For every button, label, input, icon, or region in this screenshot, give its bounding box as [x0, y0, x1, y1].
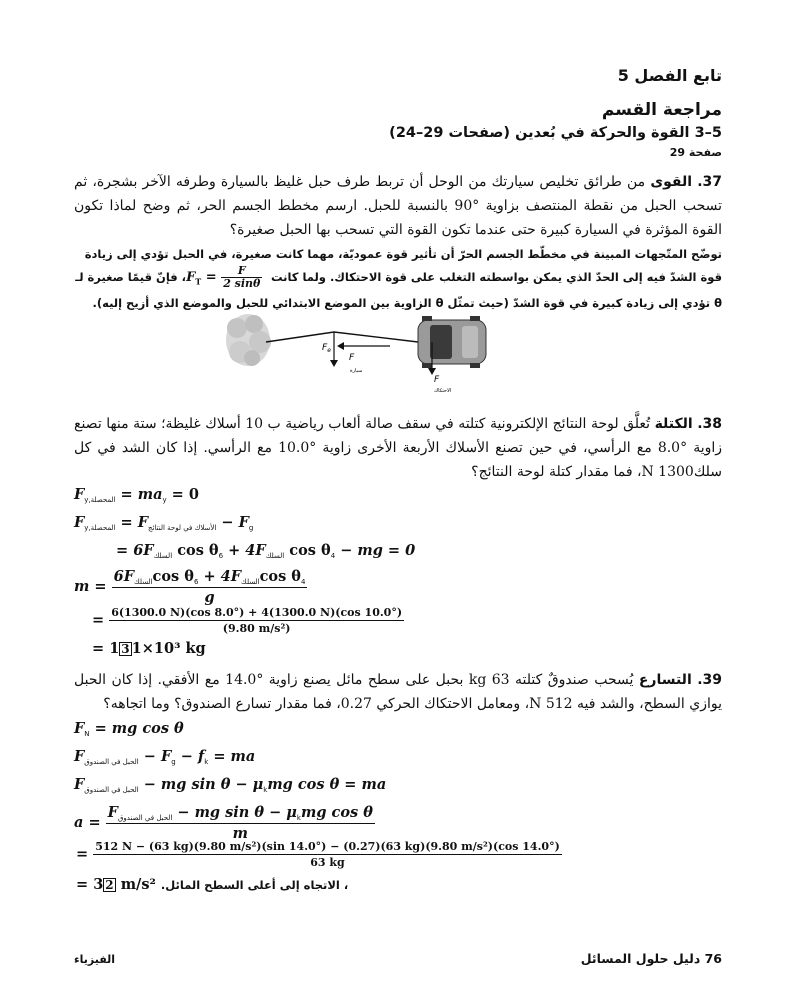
eq-39-3: $F_{الحبل في الصندوق}$ − mg $\sin \theta - \mu_kmg$ cos θ = ma [74, 776, 387, 794]
formula-lhs: F [186, 270, 196, 285]
chapter-heading: تابع الفصل 5 [617, 66, 722, 85]
free-body-diagram [222, 310, 498, 400]
problem-number: 38. [697, 416, 722, 432]
direction-note: ، الاتجاه إلى أعلى السطح المائل. [160, 878, 349, 892]
answer-text-b: ، فإنّ قيمًا صغيرة لـ θ تؤدي إلى زيادة كبيرة في قوة الشدّ (حيث تمثّل θ الزاوية بين الموضع الابتدائي للحبل والموضع الذي أزيح إليه). [75, 270, 722, 310]
problem-text: من طرائق تخليص سيارتك من الوحل أن تربط طرف حبل غليظ بالسيارة وطرفه الآخر بشجرة، ثم تسحب الحبل من نقطة المنتصف بزاوية °90 بالنسبة للحبل. ارسم مخطط الجسم الحر، ثم وضح لماذا تكون القوة المؤثرة في السيارة كبيرة حتى عندما تكون القوة التي تسحب بها الحبل صغيرة؟ [74, 174, 722, 238]
problem-39 [74, 668, 722, 716]
tree-icon [226, 314, 271, 366]
label-friction: الاحتكاك [434, 388, 452, 394]
footer-page-label: 76 دليل حلول المسائل [580, 951, 722, 966]
answer-37 [74, 244, 722, 314]
footer-subject: الفيزياء [74, 953, 116, 966]
eq-39-5: = 512 N − (63 kg)(9.80 m/s²)(sin 14.0°) − (0.27)(63 kg)(9.80 m/s²)(cos 14.0°) 63 kg [76, 840, 560, 869]
tension-formula: $F_T$ = $\frac{F}{2 \sin\theta}$ [186, 264, 261, 290]
eq-39-6: = 3 2 m/s² ، الاتجاه إلى أعلى السطح المائل. [76, 876, 349, 893]
problem-number: 37. [697, 174, 723, 190]
formula-numerator: F [221, 265, 262, 278]
boxed-digit: 3 [121, 642, 130, 656]
fraction-m: $6F_{السلك}\cos$ $\theta_6 + 4F_{السلك}\cos$ $\theta_4$ g [113, 568, 306, 606]
eq-38-5: = $\frac{6(1300.0 N)(\cos 8.0^\circ) + 4(1300.0 N)(\cos 10.0^\circ)}{\text{(9.80 m/s²)}}$ [92, 606, 403, 635]
eq-38-6: = 1 3 1×10³ kg [92, 640, 206, 657]
fraction-m-values: $\frac{6(1300.0 N)(\cos 8.0^\circ) + 4(1300.0 N)(\cos 10.0^\circ)}{\text{(9.80 m/s²)}}$ [111, 606, 403, 635]
label-car: سيارة [350, 368, 363, 374]
label-fe: $F_e$ [322, 343, 331, 354]
problem-38 [74, 412, 722, 484]
eq-39-1: $F_N$ = mg cos θ [74, 720, 184, 738]
eq-38-3: = $6F_{السلك}$ $\cos \theta_6 + 4F_{السلك}$ $\cos \theta_4$ − mg = 0 [116, 542, 416, 560]
rope [266, 332, 418, 342]
eq-38-1: $F_{y,المحصلة} = ma_y = 0$ [74, 486, 199, 504]
boxed-digit: 2 [105, 878, 114, 892]
label-f-friction: F [434, 375, 440, 385]
eq-38-2: $F_{y,المحصلة} = F_{الأسلاك في لوحة النتائج} - F_g$ [74, 514, 254, 532]
fraction-a: $F_{الحبل في الصندوق}$ − mg $\sin \theta - \mu_kmg$ cos θ m [107, 804, 373, 842]
formula-denominator: 2 sinθ [223, 277, 261, 290]
section-title: مراجعة القسم [601, 100, 722, 120]
problem-keyword: التسارع [638, 672, 692, 688]
problem-text: تُعلَّق لوحة النتائج الإلكترونية كتلته في سقف صالة ألعاب رياضية ب 10 أسلاك غليظة؛ ستة منها تصنع زاوية °8.0 مع الرأسي، في حين تصنع الأسلاك الأربعة الأخرى زاوية °10.0 مع الرأسي. إذا كان الشد في كل سلكN 1300، فما مقدار كتلة لوحة النتائج؟ [74, 416, 723, 480]
problem-37 [74, 170, 722, 242]
problem-keyword: القوى [650, 174, 693, 190]
eq-38-4: m = $6F_{السلك}\cos$ $\theta_6 + 4F_{السلك}\cos$ $\theta_4$ g [74, 568, 306, 606]
eq-39-4: a = $F_{الحبل في الصندوق}$ − mg $\sin \theta - \mu_kmg$ cos θ m [74, 804, 373, 842]
problem-number: 39. [697, 672, 722, 688]
formula-sub: T [195, 276, 202, 287]
formula-fraction [221, 265, 262, 290]
answer-text-a: توضّح المتّجهات المبينة في مخطّط الجسم الحرّ أن تأثير قوة عموديّة، مهما كانت صغيرة، في الحبل تؤدي إلى زيادة قوة الشدّ فيه إلى الحدّ الذي يمكن بواسطته التغلب على قوة الاحتكاك. ولما كانت [84, 247, 722, 284]
problem-keyword: الكتلة [654, 416, 693, 432]
lesson-title: 5–3 القوة والحركة في بُعدين (صفحات 29–24) [389, 125, 722, 141]
label-f: F [349, 353, 355, 363]
page-reference: صفحة 29 [669, 146, 722, 159]
car-icon [418, 316, 486, 368]
problem-text: يُسحب صندوقٌ كتلته 63 kg بحبل على سطح مائل يصنع زاوية °14.0 مع الأفقي. إذا كان الحبل يوازي السطح، والشد فيه N 512، ومعامل الاحتكاك الحركي 0.27، فما مقدار تسارع الصندوق؟ وما اتجاهه؟ [74, 672, 722, 712]
fraction-a-values: 512 N − (63 kg)(9.80 m/s²)(sin 14.0°) − (0.27)(63 kg)(9.80 m/s²)(cos 14.0°) 63 kg [95, 840, 560, 869]
eq-39-2: $F_{الحبل في الصندوق} - F_g - f_k$ = ma [74, 748, 256, 766]
